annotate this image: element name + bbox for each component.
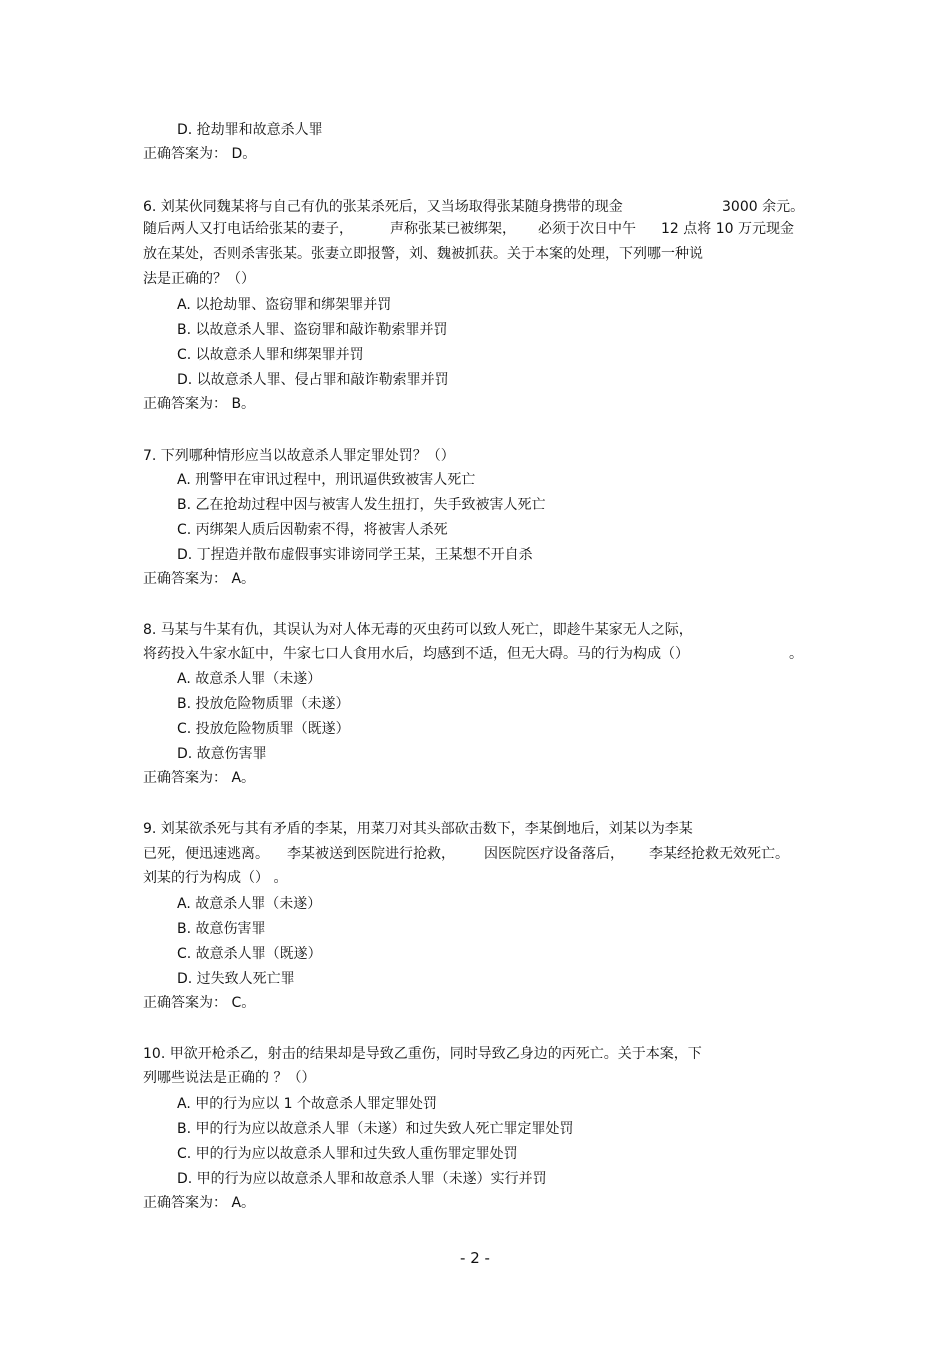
q9-stem-line1: 9. 刘某欲杀死与其有矛盾的李某，用菜刀对其头部砍击数下，李某倒地后，刘某以为李某 xyxy=(143,821,693,837)
q9-stem-line2c: 因医院医疗设备落后， xyxy=(484,846,624,862)
q7-option-b: B. 乙在抢劫过程中因与被害人发生扭打，失手致被害人死亡 xyxy=(177,497,546,513)
q6-stem-line1 xyxy=(143,198,623,216)
q7-option-d: D. 丁捏造并散布虚假事实诽谤同学王某，王某想不开自杀 xyxy=(177,547,533,563)
q7-option-a: A. 刑警甲在审讯过程中，刑讯逼供致被害人死亡 xyxy=(177,472,476,488)
q8-option-b: B. 投放危险物质罪（未遂） xyxy=(177,696,350,712)
q9-stem-line2b: 李某被送到医院进行抢救， xyxy=(287,846,455,862)
q6-text: 6. 刘某伙同魏某将与自己有仇的张某杀死后，又当场取得张某随身携带的现金 xyxy=(143,199,623,215)
q10-option-b: B. 甲的行为应以故意杀人罪（未遂）和过失致人死亡罪定罪处罚 xyxy=(177,1121,574,1137)
q10-option-a: A. 甲的行为应以 1 个故意杀人罪定罪处罚 xyxy=(177,1096,438,1112)
answer: 正确答案为： D。 xyxy=(143,146,257,162)
q10-option-c: C. 甲的行为应以故意杀人罪和过失致人重伤罪定罪处罚 xyxy=(177,1146,518,1162)
q9-stem-line3: 刘某的行为构成（） 。 xyxy=(143,870,288,886)
q6-answer: 正确答案为： B。 xyxy=(143,396,256,412)
q9-stem-line2d: 李某经抢救无效死亡。 xyxy=(649,846,789,862)
q8-stem-period: 。 xyxy=(789,646,803,662)
q8-answer: 正确答案为： A。 xyxy=(143,770,256,786)
q8-option-a: A. 故意杀人罪（未遂） xyxy=(177,671,322,687)
q9-option-b: B. 故意伤害罪 xyxy=(177,921,266,937)
q6-stem-line2d: 12 点将 10 万元现金 xyxy=(661,221,794,237)
q9-option-c: C. 故意杀人罪（既遂） xyxy=(177,946,322,962)
q10-stem-line2: 列哪些说法是正确的 ？（） xyxy=(143,1070,316,1086)
q10-option-d: D. 甲的行为应以故意杀人罪和故意杀人罪（未遂）实行并罚 xyxy=(177,1171,547,1187)
q6-option-b: B. 以故意杀人罪、盗窃罪和敲诈勒索罪并罚 xyxy=(177,322,448,338)
q6-option-a: A. 以抢劫罪、盗窃罪和绑架罪并罚 xyxy=(177,297,392,313)
q8-stem-line1: 8. 马某与牛某有仇，其误认为对人体无毒的灭虫药可以致人死亡，即趁牛某家无人之际， xyxy=(143,622,693,638)
q6-amount: 3000 余元。 xyxy=(722,199,805,215)
q8-option-d: D. 故意伤害罪 xyxy=(177,746,267,762)
page-number: - 2 - xyxy=(460,1249,490,1267)
q9-option-d: D. 过失致人死亡罪 xyxy=(177,971,295,987)
q7-answer: 正确答案为： A。 xyxy=(143,571,256,587)
q6-stem-line2a: 随后两人又打电话给张某的妻子， xyxy=(143,221,353,237)
q10-answer: 正确答案为： A。 xyxy=(143,1195,256,1211)
q9-stem-line2a: 已死，便迅速逃离。 xyxy=(143,846,269,862)
q9-option-a: A. 故意杀人罪（未遂） xyxy=(177,896,322,912)
option-d: D. 抢劫罪和故意杀人罪 xyxy=(177,122,323,138)
q9-answer: 正确答案为： C。 xyxy=(143,995,256,1011)
q8-stem-line2: 将药投入牛家水缸中，牛家七口人食用水后，均感到不适，但无大碍。马的行为构成（） xyxy=(143,646,689,662)
q7-stem: 7. 下列哪种情形应当以故意杀人罪定罪处罚？（） xyxy=(143,448,455,464)
q7-option-c: C. 丙绑架人质后因勒索不得，将被害人杀死 xyxy=(177,522,448,538)
q6-stem-line2c: 必须于次日中午 xyxy=(538,221,636,237)
q8-option-c: C. 投放危险物质罪（既遂） xyxy=(177,721,350,737)
q6-option-d: D. 以故意杀人罪、侵占罪和敲诈勒索罪并罚 xyxy=(177,372,449,388)
q10-stem-line1: 10. 甲欲开枪杀乙，射击的结果却是导致乙重伤，同时导致乙身边的丙死亡。关于本案，下 xyxy=(143,1046,702,1062)
q6-stem-line2b: 声称张某已被绑架， xyxy=(390,221,516,237)
q6-stem-line4: 法是正确的？（） xyxy=(143,271,255,287)
q6-stem-line3: 放在某处，否则杀害张某。张妻立即报警，刘、魏被抓获。关于本案的处理，下列哪一种说 xyxy=(143,246,703,262)
q6-option-c: C. 以故意杀人罪和绑架罪并罚 xyxy=(177,347,364,363)
